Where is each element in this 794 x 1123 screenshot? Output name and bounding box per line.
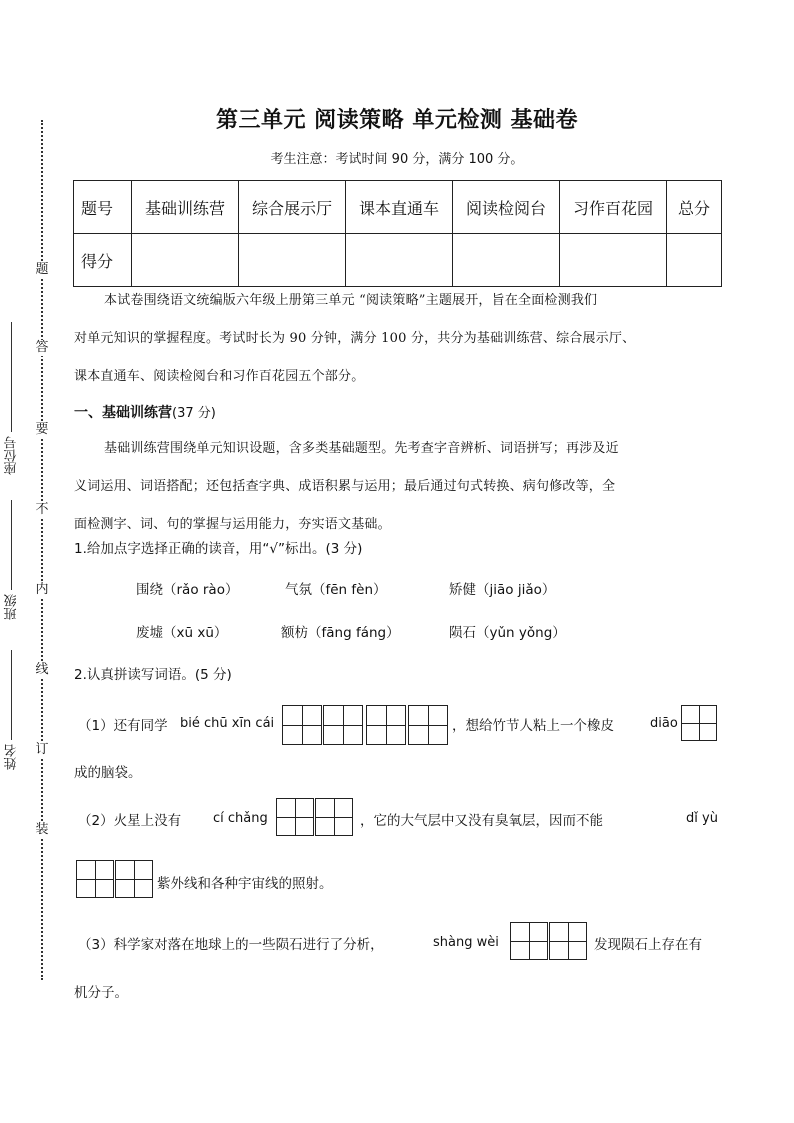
margin-char: 要	[33, 422, 51, 438]
intro-line: 对单元知识的掌握程度。考试时长为 90 分钟，满分 100 分，共分为基础训练营、综合展示厅、	[74, 331, 636, 346]
score-input-cell[interactable]	[453, 234, 560, 287]
class-label: 班级	[4, 594, 20, 620]
tianzige-box[interactable]	[282, 705, 322, 745]
pinyin-choice-item[interactable]: 矫健（jiāo jiǎo）	[449, 582, 556, 598]
question-1-stem: 1.给加点字选择正确的读音，用“√”标出。(3 分)	[74, 541, 363, 557]
tianzige-box[interactable]	[323, 705, 363, 745]
exam-notice: 考生注意：考试时间 90 分，满分 100 分。	[270, 152, 524, 167]
seat-number-field[interactable]	[3, 320, 21, 475]
q2-s1-prefix: （1）还有同学	[78, 718, 168, 734]
tianzige-box[interactable]	[276, 798, 314, 836]
intro-line: 课本直通车、阅读检阅台和习作百花园五个部分。	[74, 369, 365, 384]
section-description	[74, 430, 734, 544]
score-input-cell[interactable]	[239, 234, 346, 287]
class-field[interactable]	[3, 500, 21, 620]
score-header-cell: 阅读检阅台	[453, 181, 560, 234]
margin-char: 内	[33, 582, 51, 598]
tianzige-box[interactable]	[76, 860, 114, 898]
tianzige-box[interactable]	[408, 705, 448, 745]
margin-char: 线	[33, 662, 51, 678]
q2-s2-pinyin: cí chǎng	[213, 811, 268, 826]
section-heading	[74, 402, 216, 422]
name-field[interactable]	[3, 650, 21, 770]
section-desc-line: 基础训练营围绕单元知识设题，含多类基础题型。先考查字音辨析、词语拼写；再涉及近	[104, 441, 619, 456]
pinyin-choice-item[interactable]: 额枋（fāng fáng）	[281, 625, 400, 641]
intro-line: 本试卷围绕语文统编版六年级上册第三单元 “阅读策略”主题展开，旨在全面检测我们	[104, 293, 598, 308]
score-input-cell[interactable]	[346, 234, 453, 287]
score-input-cell[interactable]	[132, 234, 239, 287]
q2-s3-end: 机分子。	[74, 985, 128, 1001]
tianzige-box[interactable]	[549, 922, 587, 960]
section-desc-line: 面检测字、词、句的掌握与运用能力，夯实语文基础。	[74, 517, 391, 532]
score-header-cell: 基础训练营	[132, 181, 239, 234]
q2-s2-prefix: （2）火星上没有	[78, 813, 182, 829]
tianzige-box[interactable]	[115, 860, 153, 898]
margin-char: 装	[33, 822, 51, 838]
pinyin-choice-item[interactable]: 围绕（rǎo rào）	[136, 582, 239, 598]
section-title: 一、基础训练营	[74, 405, 172, 421]
section-points: (37 分)	[172, 406, 216, 421]
tianzige-box[interactable]	[315, 798, 353, 836]
score-header-cell: 题号	[74, 181, 132, 234]
name-label: 姓名	[4, 744, 20, 770]
q2-s2-end: 紫外线和各种宇宙线的照射。	[157, 876, 333, 892]
score-header-cell: 习作百花园	[560, 181, 667, 234]
seat-number-label: 座位号	[4, 436, 20, 475]
tianzige-box[interactable]	[510, 922, 548, 960]
intro-paragraph	[74, 282, 734, 396]
score-input-cell[interactable]	[667, 234, 722, 287]
q2-s1-middle: ，想给竹节人粘上一个橡皮	[452, 718, 614, 734]
score-header-cell: 总分	[667, 181, 722, 234]
score-table	[73, 180, 722, 287]
tianzige-box[interactable]	[366, 705, 406, 745]
q2-s2-middle: ，它的大气层中又没有臭氧层，因而不能	[360, 813, 603, 829]
q2-s2-pinyin-2: dǐ yù	[686, 811, 718, 826]
q2-s3-middle: 发现陨石上存在有	[594, 937, 702, 953]
question-2-stem: 2.认真拼读写词语。(5 分)	[74, 667, 232, 683]
margin-char: 不	[33, 502, 51, 518]
margin-char: 订	[33, 742, 51, 758]
score-input-cell[interactable]	[560, 234, 667, 287]
score-row-label: 得分	[74, 234, 132, 287]
q2-s1-pinyin-2: diāo	[650, 716, 678, 731]
exam-title: 第三单元 阅读策略 单元检测 基础卷	[216, 108, 578, 133]
margin-char: 答	[33, 340, 51, 356]
score-header-cell: 课本直通车	[346, 181, 453, 234]
margin-char: 题	[33, 262, 51, 278]
pinyin-choice-item[interactable]: 废墟（xū xū）	[136, 625, 228, 641]
tianzige-box[interactable]	[681, 705, 717, 741]
score-header-cell: 综合展示厅	[239, 181, 346, 234]
q2-s1-end: 成的脑袋。	[74, 765, 142, 781]
q2-s3-prefix: （3）科学家对落在地球上的一些陨石进行了分析，	[78, 937, 384, 953]
q2-s1-pinyin: bié chū xīn cái	[180, 716, 275, 731]
section-desc-line: 义词运用、词语搭配；还包括查字典、成语积累与运用；最后通过句式转换、病句修改等，全	[74, 479, 616, 494]
q2-s3-pinyin: shàng wèi	[433, 935, 499, 950]
binding-dotted-line	[41, 120, 43, 980]
pinyin-choice-item[interactable]: 陨石（yǔn yǒng）	[449, 625, 566, 641]
pinyin-choice-item[interactable]: 气氛（fēn fèn）	[285, 582, 387, 598]
